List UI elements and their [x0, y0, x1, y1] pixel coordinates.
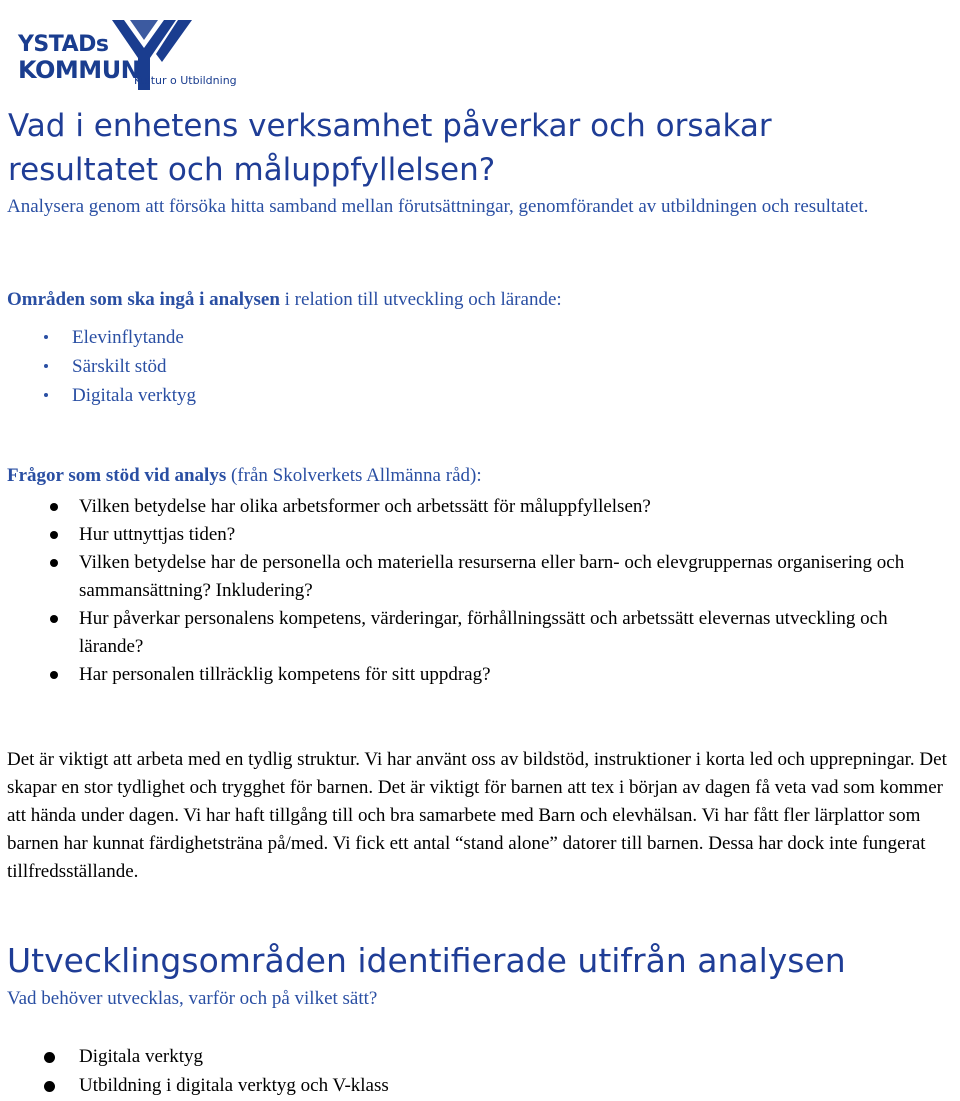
list-item-text: Digitala verktyg [72, 385, 196, 406]
questions-heading-rest: (från Skolverkets Allmänna råd): [226, 465, 482, 486]
questions-heading [7, 462, 952, 490]
list-item-text: Särskilt stöd [72, 356, 167, 377]
questions-list [44, 493, 944, 689]
development-subtitle: Vad behöver utvecklas, varför och på vilket sätt? [7, 988, 378, 1009]
bullet-icon [44, 393, 48, 397]
list-item-text: Elevinflytande [72, 327, 184, 348]
list-item-text: Hur uttnyttjas tiden? [79, 524, 236, 545]
areas-list [44, 323, 196, 410]
list-item [44, 352, 196, 381]
bullet-icon [50, 503, 58, 511]
bullet-icon [44, 335, 48, 339]
list-item-text: Har personalen tillräcklig kompetens för sitt uppdrag? [79, 664, 491, 685]
areas-heading-rest: i relation till utveckling och lärande: [279, 289, 562, 310]
intro-text: Analysera genom att försöka hitta samband mellan förutsättningar, genomförandet av utbildningen och resultatet. [7, 196, 869, 217]
bullet-icon [50, 531, 58, 539]
areas-heading [7, 286, 952, 314]
development-heading: Utvecklingsområden identifierade utifrån analysen [7, 941, 846, 980]
page-heading [8, 104, 948, 192]
areas-heading-bold: Områden som ska ingå i analysen [7, 289, 280, 310]
questions-heading-bold: Frågor som stöd vid analys [7, 465, 227, 486]
list-item [44, 661, 944, 689]
list-item [44, 1042, 389, 1071]
logo-word-top: YSTADs [18, 32, 109, 57]
list-item [44, 323, 196, 352]
bullet-icon [50, 671, 58, 679]
list-item-text: Vilken betydelse har de personella och materiella resurserna eller barn- och elevgruppernas organisering och sammansättning? Inkludering? [79, 552, 905, 601]
logo-word-bottom: KOMMUN [18, 56, 141, 84]
list-item-text: Hur påverkar personalens kompetens, värderingar, förhållningssätt och arbetssätt elevernas utveckling och lärande? [79, 608, 888, 657]
bullet-icon [44, 1052, 55, 1063]
list-item [44, 1071, 389, 1100]
bullet-icon [50, 559, 58, 567]
logo-subtitle: Kultur o Utbildning [134, 74, 237, 87]
heading-line-2: resultatet och måluppfyllelsen? [8, 152, 496, 188]
list-item [44, 605, 944, 661]
ystad-kommun-logo [12, 18, 277, 96]
list-item [44, 521, 944, 549]
list-item [44, 549, 944, 605]
list-item [44, 493, 944, 521]
list-item-text: Utbildning i digitala verktyg och V-klass [79, 1075, 389, 1096]
list-item-text: Vilken betydelse har olika arbetsformer och arbetssätt för måluppfyllelsen? [79, 496, 651, 517]
bullet-icon [44, 1081, 55, 1092]
bullet-icon [50, 615, 58, 623]
heading-line-1: Vad i enhetens verksamhet påverkar och orsakar [8, 108, 772, 144]
bullet-icon [44, 364, 48, 368]
list-item-text: Digitala verktyg [79, 1046, 203, 1067]
structure-paragraph: Det är viktigt att arbeta med en tydlig struktur. Vi har använt oss av bildstöd, instruktioner i korta led och upprepningar. Det skapar en stor tydlighet och trygghet för barnen. Det är viktigt för barnen att tex i början av dagen få veta vad som kommer att hända under dagen. Vi har haft tillgång till och bra samarbete med Barn och elevhälsan. Vi har fått fler lärplattor som barnen har kunnat färdighetsträna på/med. Vi fick ett antal “stand alone” datorer till barnen. Dessa har dock inte fungerat tillfredsställande. [7, 749, 947, 882]
development-list [44, 1042, 389, 1100]
list-item [44, 381, 196, 410]
